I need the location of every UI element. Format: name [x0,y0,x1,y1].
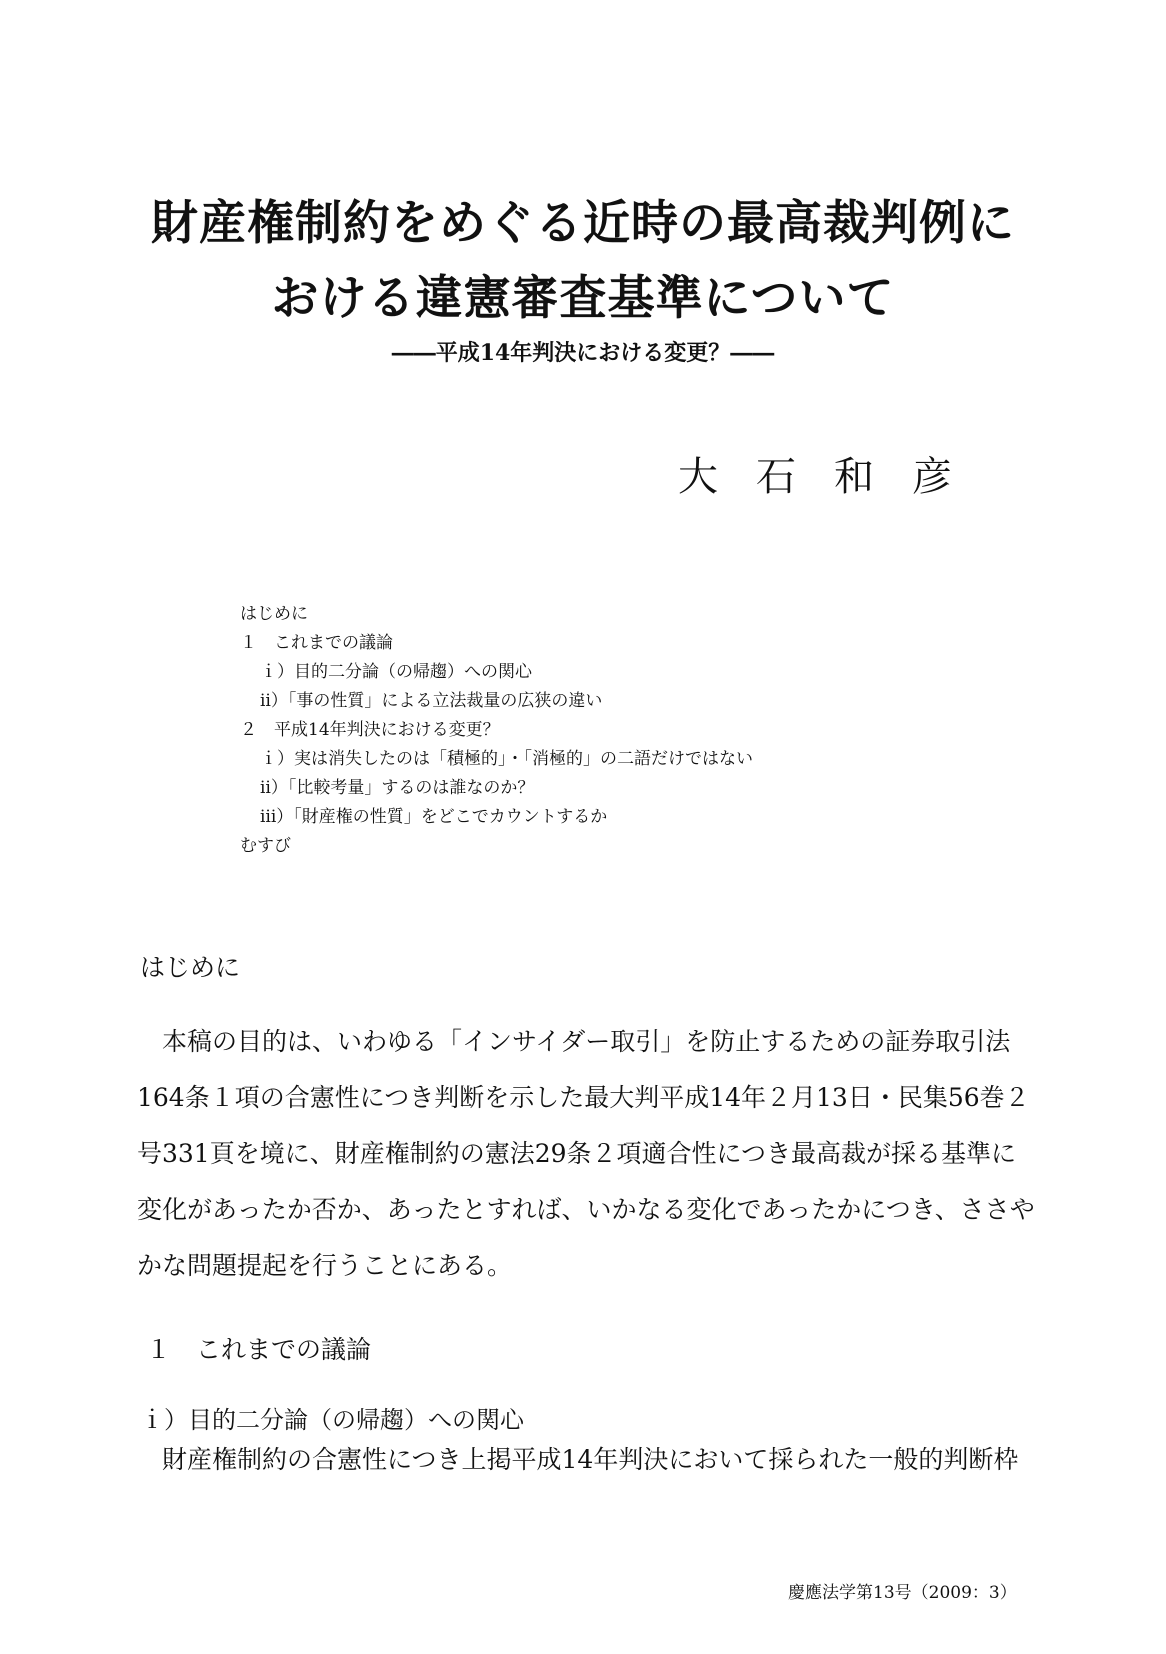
author-name: 大石和彦 [678,454,990,500]
table-of-contents [240,600,753,861]
journal-footer: 慶應法学第13号（2009：3） [788,1583,1017,1603]
toc-item: ⅲ）「財産権の性質」をどこでカウントするか [260,807,608,827]
section-heading-intro: はじめに [140,953,241,982]
toc-item: むすび [240,836,291,856]
toc-item: ⅱ）「比較考量」するのは誰なのか？ [260,778,535,798]
title-line-1: 財産権制約をめぐる近時の最高裁判例に [151,196,1015,251]
toc-item: １ これまでの議論 [240,633,393,653]
section-1-paragraph-text: 財産権制約の合憲性につき上掲平成14年判決において採られた一般的判断枠 [162,1445,1019,1474]
toc-item: ⅱ）「事の性質」による立法裁量の広狭の違い [260,691,603,711]
title-line-2: おける違憲審査基準について [271,271,895,326]
intro-paragraph [137,1014,1037,1294]
toc-item: ｉ）目的二分論（の帰趨）への関心 [260,662,532,682]
subsection-heading-1-i: ｉ）目的二分論（の帰趨）への関心 [140,1406,524,1434]
toc-item: はじめに [240,604,308,624]
toc-item: ｉ）実は消失したのは「積極的」・「消極的」の二語だけではない [260,749,753,769]
intro-paragraph-text: 本稿の目的は、いわゆる「インサイダー取引」を防止するための証券取引法164条１項の合憲性につき判断を示した最大判平成14年２月13日・民集56巻２号331頁を境に、財産権制約の憲法29条２項適合性につき最高裁が採る基準に変化があったか否か、あったとすれば、いかなる変化であったかにつき、ささやかな問題提起を行うことにある。 [137,1027,1035,1280]
section-1-paragraph [137,1432,1037,1488]
subtitle: ――平成14年判決における変更？―― [391,340,775,366]
section-heading-1: １ これまでの議論 [146,1335,372,1364]
toc-item: ２ 平成14年判決における変更？ [240,720,500,740]
